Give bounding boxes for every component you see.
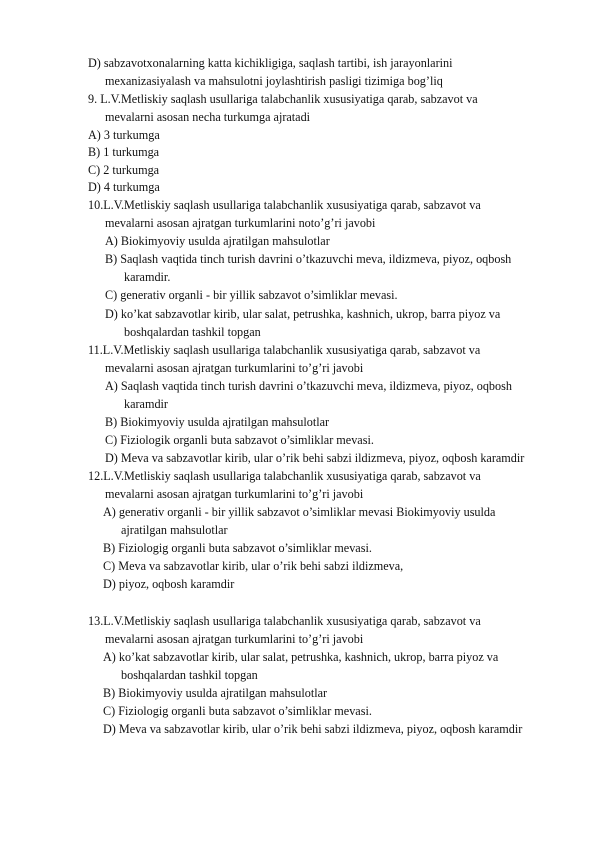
q12-option-a-cont: ajratilgan mahsulotlar — [121, 523, 228, 537]
q11-option-b: B) Biokimyoviy usulda ajratilgan mahsulotlar — [105, 415, 330, 429]
q8-option-d-cont: mexanizasiyalash va mahsulotni joylashtirish pasligi tizimiga bog’liq — [105, 74, 443, 88]
q11-option-a-cont: karamdir — [124, 397, 168, 411]
q8-option-d: D) sabzavotxonalarning katta kichikligiga, saqlash tartibi, ish jarayonlarini — [88, 56, 453, 70]
q11-option-a: A) Saqlash vaqtida tinch turish davrini o’tkazuvchi meva, ildizmeva, piyoz, oqbosh — [105, 379, 512, 393]
q9-option-a: A) 3 turkumga — [88, 128, 160, 142]
q10-option-a: A) Biokimyoviy usulda ajratilgan mahsulotlar — [105, 234, 330, 248]
q11-option-d: D) Meva va sabzavotlar kirib, ular o’rik behi sabzi ildizmeva, piyoz, oqbosh karamdir — [105, 451, 525, 465]
q13-question: 13.L.V.Metliskiy saqlash usullariga talabchanlik xususiyatiga qarab, sabzavot va — [88, 614, 481, 628]
q9-question: 9. L.V.Metliskiy saqlash usullariga talabchanlik xususiyatiga qarab, sabzavot va — [88, 92, 478, 106]
q11-question-cont: mevalarni asosan ajratgan turkumlarini to’g’ri javobi — [105, 361, 364, 375]
q13-option-a-cont: boshqalardan tashkil topgan — [121, 668, 258, 682]
q10-option-c: C) generativ organli - bir yillik sabzavot o’simliklar mevasi. — [105, 288, 398, 302]
q9-option-d: D) 4 turkumga — [88, 180, 160, 194]
q11-question: 11.L.V.Metliskiy saqlash usullariga talabchanlik xususiyatiga qarab, sabzavot va — [88, 343, 481, 357]
q13-option-a: A) ko’kat sabzavotlar kirib, ular salat, petrushka, kashnich, ukrop, barra piyoz va — [103, 650, 499, 664]
q10-option-d: D) ko’kat sabzavotlar kirib, ular salat, petrushka, kashnich, ukrop, barra piyoz va — [105, 307, 501, 321]
q10-question-cont: mevalarni asosan ajratgan turkumlarini noto’g’ri javobi — [105, 216, 376, 230]
q12-option-c: C) Meva va sabzavotlar kirib, ular o’rik behi sabzi ildizmeva, — [103, 559, 404, 573]
q12-question-cont: mevalarni asosan ajratgan turkumlarini to’g’ri javobi — [105, 487, 364, 501]
q13-option-b: B) Biokimyoviy usulda ajratilgan mahsulotlar — [103, 686, 328, 700]
q12-option-d: D) piyoz, oqbosh karamdir — [103, 577, 235, 591]
q9-option-b: B) 1 turkumga — [88, 145, 160, 159]
q12-question: 12.L.V.Metliskiy saqlash usullariga talabchanlik xususiyatiga qarab, sabzavot va — [88, 469, 481, 483]
q13-question-cont: mevalarni asosan ajratgan turkumlarini to’g’ri javobi — [105, 632, 364, 646]
q13-option-c: C) Fiziologig organli buta sabzavot o’simliklar mevasi. — [103, 704, 372, 718]
q10-option-b: B) Saqlash vaqtida tinch turish davrini o’tkazuvchi meva, ildizmeva, piyoz, oqbosh — [105, 252, 512, 266]
q10-option-d-cont: boshqalardan tashkil topgan — [124, 325, 261, 339]
q10-question: 10.L.V.Metliskiy saqlash usullariga talabchanlik xususiyatiga qarab, sabzavot va — [88, 198, 481, 212]
q9-question-cont: mevalarni asosan necha turkumga ajratadi — [105, 110, 311, 124]
q12-option-a: A) generativ organli - bir yillik sabzavot o’simliklar mevasi Biokimyoviy usulda — [103, 505, 496, 519]
q11-option-c: C) Fiziologik organli buta sabzavot o’simliklar mevasi. — [105, 433, 374, 447]
q13-option-d: D) Meva va sabzavotlar kirib, ular o’rik behi sabzi ildizmeva, piyoz, oqbosh karamdir — [103, 722, 523, 736]
q10-option-b-cont: karamdir. — [124, 270, 171, 284]
q12-option-b: B) Fiziologig organli buta sabzavot o’simliklar mevasi. — [103, 541, 372, 555]
q9-option-c: C) 2 turkumga — [88, 163, 160, 177]
